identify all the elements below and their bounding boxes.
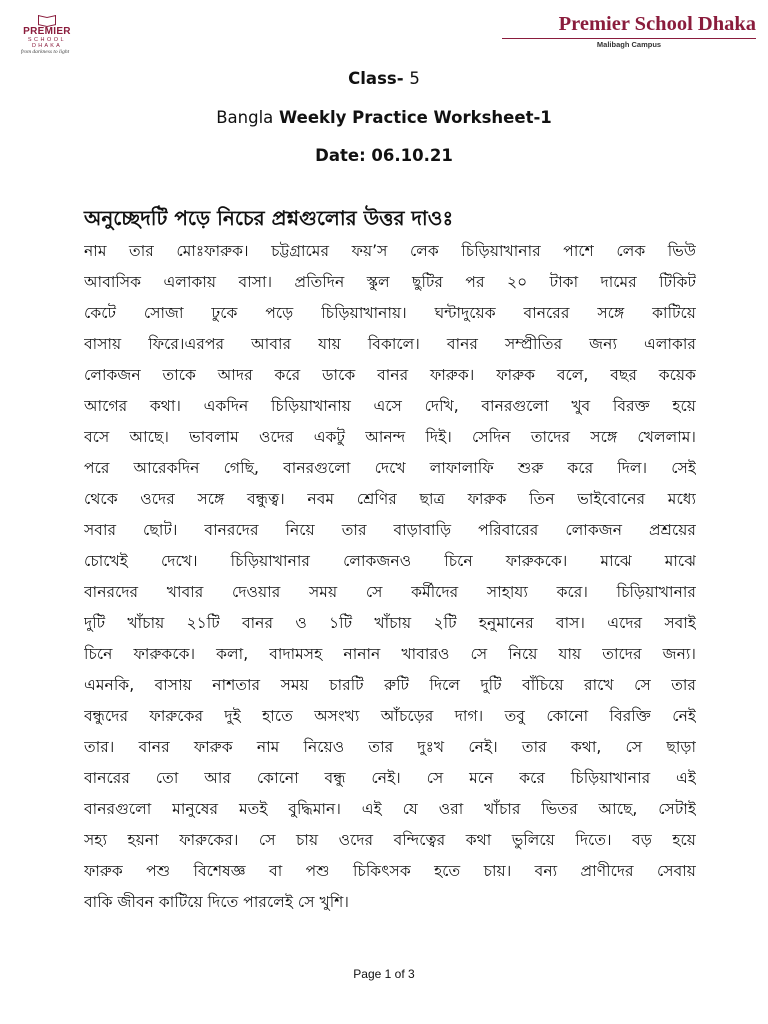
campus-name: Malibagh Campus <box>596 40 662 49</box>
logo-line-3: DHAKA <box>32 43 62 49</box>
passage-line: বাসায় ফিরে।এরপর আবার যায় বিকালে। বানর সম্প্রীতির জন্য এলাকার <box>84 335 696 353</box>
logo-tagline: from darkness to light <box>20 49 70 55</box>
passage-line: বানরদের খাবার দেওয়ার সময় সে কর্মীদের সাহায্য করে। চিড়িয়াখানার <box>84 583 696 601</box>
class-line <box>0 68 768 90</box>
passage-line: দুটি খাঁচায় ২১টি বানর ও ১টি খাঁচায় ২টি হনুমানের বাস। এদের সবাই <box>84 614 696 632</box>
passage-line: সহ্য হয়না ফারুকের। সে চায় ওদের বন্দিত্বের কথা ভুলিয়ে দিতে। বড় হয়ে <box>84 831 696 849</box>
passage-line: নাম তার মোঃফারুক। চট্টগ্রামের ফয়’স লেক চিড়িয়াখানার পাশে লেক ভিউ <box>84 242 696 260</box>
passage-line: বসে আছে। ভাবলাম ওদের একটু আনন্দ দিই। সেদিন তাদের সঙ্গে খেললাম। <box>84 428 696 446</box>
passage-line: তার। বানর ফারুক নাম নিয়েও তার দুঃখ নেই। তার কথা, সে ছাড়া <box>84 738 696 756</box>
passage-line: ফারুক পশু বিশেষজ্ঞ বা পশু চিকিৎসক হতে চায়। বন্য প্রাণীদের সেবায় <box>84 862 696 880</box>
date-label: Date: <box>315 146 366 165</box>
school-name: Premier School Dhaka <box>558 13 756 35</box>
section-heading: অনুচ্ছেদটি পড়ে নিচের প্রশ্নগুলোর উত্তর দাওঃ <box>84 206 454 230</box>
passage-line: কেটে সোজা ঢুকে পড়ে চিড়িয়াখানায়। ঘন্টাদুয়েক বানরের সঙ্গে কাটিয়ে <box>84 304 696 322</box>
page-number: Page 1 of 3 <box>353 967 415 981</box>
class-label: Class- <box>348 69 404 88</box>
open-book-icon <box>38 14 56 26</box>
class-value: 5 <box>409 69 420 88</box>
school-brand <box>502 12 756 49</box>
passage-line: চোখেই দেখে। চিড়িয়াখানার লোকজনও চিনে ফারুককে। মাঝে মাঝে <box>84 552 696 570</box>
passage-line: বানরগুলো মানুষের মতই বুদ্ধিমান। এই যে ওরা খাঁচার ভিতর আছে, সেটাই <box>84 800 696 818</box>
passage <box>84 236 696 918</box>
passage-line: লোকজন তাকে আদর করে ডাকে বানর ফারুক। ফারুক বলে, বছর কয়েক <box>84 366 696 384</box>
brand-divider <box>502 38 756 39</box>
date-value: 06.10.21 <box>371 146 453 165</box>
school-logo <box>12 14 82 56</box>
passage-line: বানরের তো আর কোনো বন্ধু নেই। সে মনে করে চিড়িয়াখানার এই <box>84 769 696 787</box>
page-header <box>0 0 768 70</box>
passage-line: এমনকি, বাসায় নাশতার সময় চারটি রুটি দিলে দুটি বাঁচিয়ে রাখে সে তার <box>84 676 696 694</box>
worksheet-name: Weekly Practice Worksheet-1 <box>279 108 552 127</box>
passage-line: আবাসিক এলাকায় বাসা। প্রতিদিন স্কুল ছুটির পর ২০ টাকা দামের টিকিট <box>84 273 696 291</box>
worksheet-title <box>0 107 768 129</box>
logo-line-1: PREMIER <box>23 26 71 37</box>
passage-line: সবার ছোট। বানরদের নিয়ে তার বাড়াবাড়ি পরিবারের লোকজন প্রশ্রয়ের <box>84 521 696 539</box>
passage-line: চিনে ফারুককে। কলা, বাদামসহ নানান খাবারও সে নিয়ে যায় তাদের জন্য। <box>84 645 696 663</box>
passage-line: আগের কথা। একদিন চিড়িয়াখানায় এসে দেখি, বানরগুলো খুব বিরক্ত হয়ে <box>84 397 696 415</box>
logo-line-2: SCHOOL <box>27 37 67 43</box>
worksheet-language: Bangla <box>216 108 274 127</box>
passage-line: বাকি জীবন কাটিয়ে দিতে পারলেই সে খুশি। <box>84 893 349 911</box>
date-line <box>0 145 768 167</box>
passage-line: থেকে ওদের সঙ্গে বন্ধুত্ব। নবম শ্রেণির ছাত্র ফারুক তিন ভাইবোনের মধ্যে <box>84 490 696 508</box>
passage-line: পরে আরেকদিন গেছি, বানরগুলো দেখে লাফালাফি শুরু করে দিল। সেই <box>84 459 696 477</box>
passage-line: বন্ধুদের ফারুকের দুই হাতে অসংখ্য আঁচড়ের দাগ। তবু কোনো বিরক্তি নেই <box>84 707 696 725</box>
